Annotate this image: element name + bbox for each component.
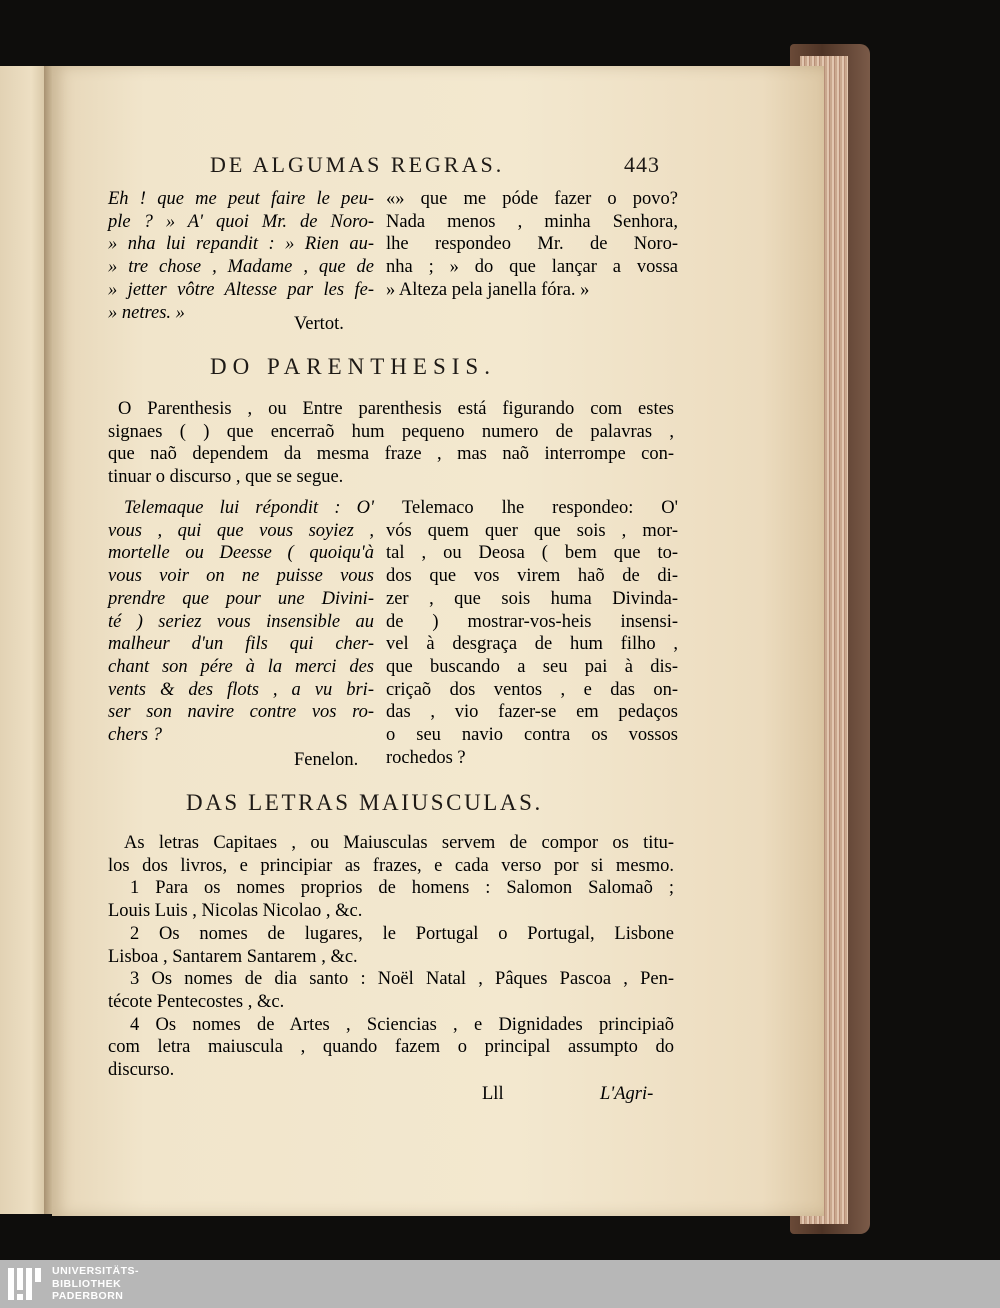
text-line: tal , ou Deosa ( bem que to- [386,543,678,564]
text-line: que buscando a seu pai à dis- [386,656,678,677]
text-line: tinuar o discurso , que se segue. [108,467,344,488]
page-number: 443 [624,152,660,177]
text-line: de ) mostrar-vos-heis insensi- [386,611,678,632]
text-line: Louis Luis , Nicolas Nicolao , &c. [108,901,363,922]
text-line: com letra maiuscula , quando fazem o principal assumpto do [108,1037,674,1058]
signature-mark: Lll [482,1084,504,1104]
parenthesis-paragraph [108,398,674,489]
text-line: mortelle ou Deesse ( quoiqu'à [108,543,374,564]
signature-fenelon: Fenelon. [294,750,359,770]
text-line: » Alteza pela janella fóra. » [386,279,590,300]
running-head-title: DE ALGUMAS REGRAS. [210,152,505,177]
text-line: los dos livros, e principiar as frazes, e cada verso por si mesmo. [108,855,674,876]
text-line: técote Pentecostes , &c. [108,991,285,1012]
text-line: 1 Para os nomes proprios de homens : Salomon Salomaõ ; [130,878,674,899]
text-line: té ) seriez vous insensible au [108,611,374,632]
text-line: que naõ dependem da mesma fraze , mas naõ interrompe con- [108,444,674,465]
text-line: nha ; » do que lançar a vossa [386,257,678,278]
text-line: signaes ( ) que encerraõ hum pequeno numero de palavras , [108,421,674,442]
text-line: prendre que pour une Divini- [108,588,374,609]
heading-capitals: DAS LETRAS MAIUSCULAS. [186,790,543,815]
running-head [210,152,670,182]
text-line: vous , qui que vous soyiez , [108,520,374,541]
telemaque-portuguese [386,497,678,769]
text-line: 3 Os nomes de dia santo : Noël Natal , Pâques Pascoa , Pen- [130,969,674,990]
library-line: PADERBORN [52,1290,124,1303]
text-line: «» que me póde fazer o povo? [386,189,678,209]
text-line: Telemaque lui répondit : O' [124,498,374,518]
capitals-paragraph [108,832,674,1082]
text-line: vel à desgraça de hum filho , [386,634,678,655]
text-line: » netres. » [108,302,185,323]
text-line: 4 Os nomes de Artes , Sciencias , e Dignidades principiaõ [130,1014,674,1035]
text-line: vous voir on ne puisse vous [108,566,374,587]
text-line: Eh ! que me peut faire le peu- [108,189,374,209]
text-line: » tre chose , Madame , que de [108,257,374,278]
text-line: chers ? [108,725,162,746]
library-line: UNIVERSITÄTS- [52,1265,140,1277]
text-line: O Parenthesis , ou Entre parenthesis está figurando com estes [118,399,674,419]
heading-parenthesis: DO PARENTHESIS. [210,354,496,379]
text-line: Nada menos , minha Senhora, [386,211,678,232]
library-name [52,1265,139,1303]
library-logo-icon [6,1264,46,1304]
text-line: As letras Capitaes , ou Maiusculas servem de compor os titu- [124,833,674,853]
text-line: » nha lui repandit : » Rien au- [108,234,374,255]
text-line: zer , que sois huma Divinda- [386,588,678,609]
text-line: ser son navire contre vos ro- [108,702,374,723]
text-line: 2 Os nomes de lugares, le Portugal o Portugal, Lisbone [130,923,674,944]
library-footer-bar [0,1260,1000,1308]
text-line: criçaõ dos ventos , e das on- [386,679,678,700]
text-line: vós quem quer que sois , mor- [386,520,678,541]
library-line: BIBLIOTHEK [52,1277,122,1290]
text-line: vents & des flots , a vu bri- [108,679,374,700]
text-line: ple ? » A' quoi Mr. de Noro- [108,211,374,232]
text-line: » jetter vôtre Altesse par les fe- [108,279,374,300]
quote-french [108,188,374,324]
text-line: Lisboa , Santarem Santarem , &c. [108,946,358,967]
text-line: rochedos ? [386,747,466,768]
signature-vertot: Vertot. [294,314,344,334]
text-line: chant son pére à la merci des [108,656,374,677]
quote-portuguese [386,188,678,302]
text-line: Telemaco lhe respondeo: O' [402,498,678,518]
text-line: das , vio fazer-se em pedaços [386,702,678,723]
text-line: lhe respondeo Mr. de Noro- [386,234,678,255]
text-line: dos que vos virem haõ de di- [386,566,678,587]
text-line: o seu navio contra os vossos [386,725,678,746]
text-line: malheur d'un fils qui cher- [108,634,374,655]
text-line: discurso. [108,1060,175,1081]
telemaque-french [108,497,374,747]
catchword: L'Agri- [600,1084,654,1104]
